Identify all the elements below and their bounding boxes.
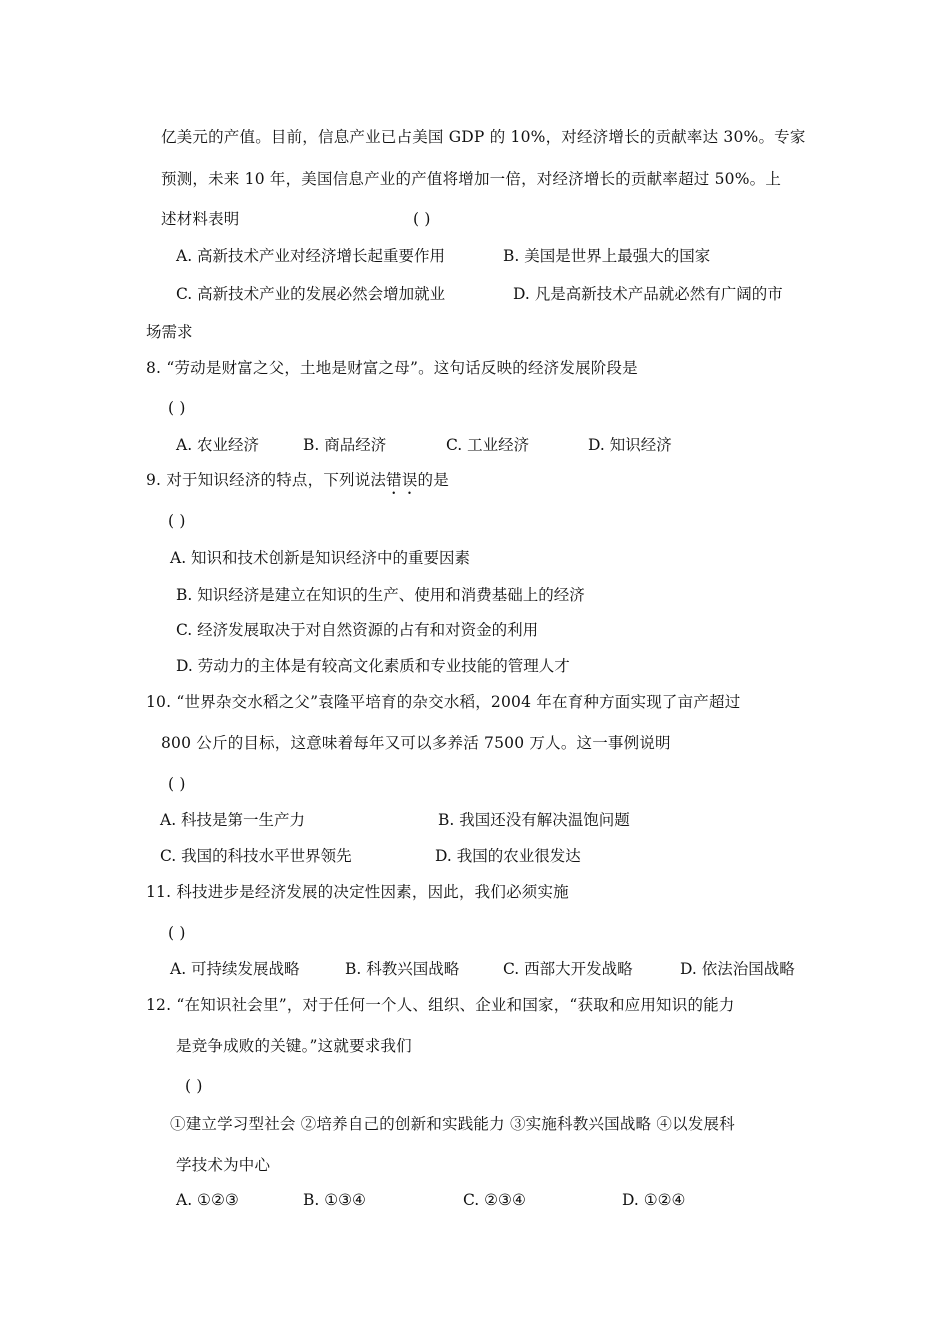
q9-stem: [146, 470, 449, 498]
q12-option-d: D. ①②④: [622, 1191, 686, 1209]
q8-stem: 8. “劳动是财富之父，土地是财富之母”。这句话反映的经济发展阶段是: [146, 359, 638, 377]
q9-stem-after: 的是: [417, 471, 449, 489]
q9-option-d: D. 劳动力的主体是有较高文化素质和专业技能的管理人才: [176, 657, 570, 675]
q8-answer-paren: ( ): [168, 399, 186, 417]
q9-option-c: C. 经济发展取决于对自然资源的占有和对资金的利用: [176, 621, 539, 639]
q12-items-line-2: 学技术为中心: [176, 1156, 271, 1174]
q7-option-d-continued: 场需求: [146, 323, 193, 341]
q12-option-b: B. ①③④: [303, 1191, 366, 1209]
q10-stem-line-2: 800 公斤的目标，这意味着每年又可以多养活 7500 万人。这一事例说明: [161, 734, 671, 752]
q10-answer-paren: ( ): [168, 775, 186, 793]
q8-option-d: D. 知识经济: [588, 436, 672, 454]
q7-option-d: D. 凡是高新技术产品就必然有广阔的市: [513, 285, 783, 303]
q9-stem-before: 9. 对于知识经济的特点，下列说法: [146, 471, 387, 489]
q11-option-d: D. 依法治国战略: [680, 960, 795, 978]
q11-option-a: A. 可持续发展战略: [170, 960, 300, 978]
q12-answer-paren: ( ): [185, 1077, 203, 1095]
q7-line-2: 预测，未来 10 年，美国信息产业的产值将增加一倍，对经济增长的贡献率超过 50%。上: [161, 170, 782, 188]
q12-items-line-1: ①建立学习型社会 ②培养自己的创新和实践能力 ③实施科教兴国战略 ④以发展科: [170, 1115, 735, 1133]
q12-option-a: A. ①②③: [176, 1191, 239, 1209]
q7-option-a: A. 高新技术产业对经济增长起重要作用: [176, 247, 446, 265]
q9-option-a: A. 知识和技术创新是知识经济中的重要因素: [170, 549, 471, 567]
q11-answer-paren: ( ): [168, 924, 186, 942]
q8-option-b: B. 商品经济: [303, 436, 387, 454]
q12-stem-line-2: 是竞争成败的关键。”这就要求我们: [176, 1037, 412, 1055]
q9-stem-emphasis: 错误: [386, 471, 418, 489]
q8-option-c: C. 工业经济: [446, 436, 530, 454]
q10-option-b: B. 我国还没有解决温饱问题: [438, 811, 630, 829]
q7-option-c: C. 高新技术产业的发展必然会增加就业: [176, 285, 446, 303]
q10-option-d: D. 我国的农业很发达: [435, 847, 581, 865]
q10-option-c: C. 我国的科技水平世界领先: [160, 847, 352, 865]
q8-option-a: A. 农业经济: [176, 436, 260, 454]
q11-option-c: C. 西部大开发战略: [503, 960, 633, 978]
q7-line-3: 述材料表明: [161, 210, 240, 228]
q11-option-b: B. 科教兴国战略: [345, 960, 460, 978]
q10-stem-line-1: 10. “世界杂交水稻之父”袁隆平培育的杂交水稻，2004 年在育种方面实现了亩产超过: [146, 693, 741, 711]
q10-option-a: A. 科技是第一生产力: [160, 811, 306, 829]
q7-line-1: 亿美元的产值。目前，信息产业已占美国 GDP 的 10%，对经济增长的贡献率达 30%。专家: [161, 128, 806, 146]
q7-option-b: B. 美国是世界上最强大的国家: [503, 247, 711, 265]
q9-option-b: B. 知识经济是建立在知识的生产、使用和消费基础上的经济: [176, 586, 585, 604]
q12-option-c: C. ②③④: [463, 1191, 526, 1209]
q7-answer-paren: ( ): [413, 210, 431, 228]
q9-answer-paren: ( ): [168, 512, 186, 530]
q12-stem-line-1: 12. “在知识社会里”，对于任何一个人、组织、企业和国家，“获取和应用知识的能力: [146, 996, 735, 1014]
q11-stem: 11. 科技进步是经济发展的决定性因素，因此，我们必须实施: [146, 883, 569, 901]
